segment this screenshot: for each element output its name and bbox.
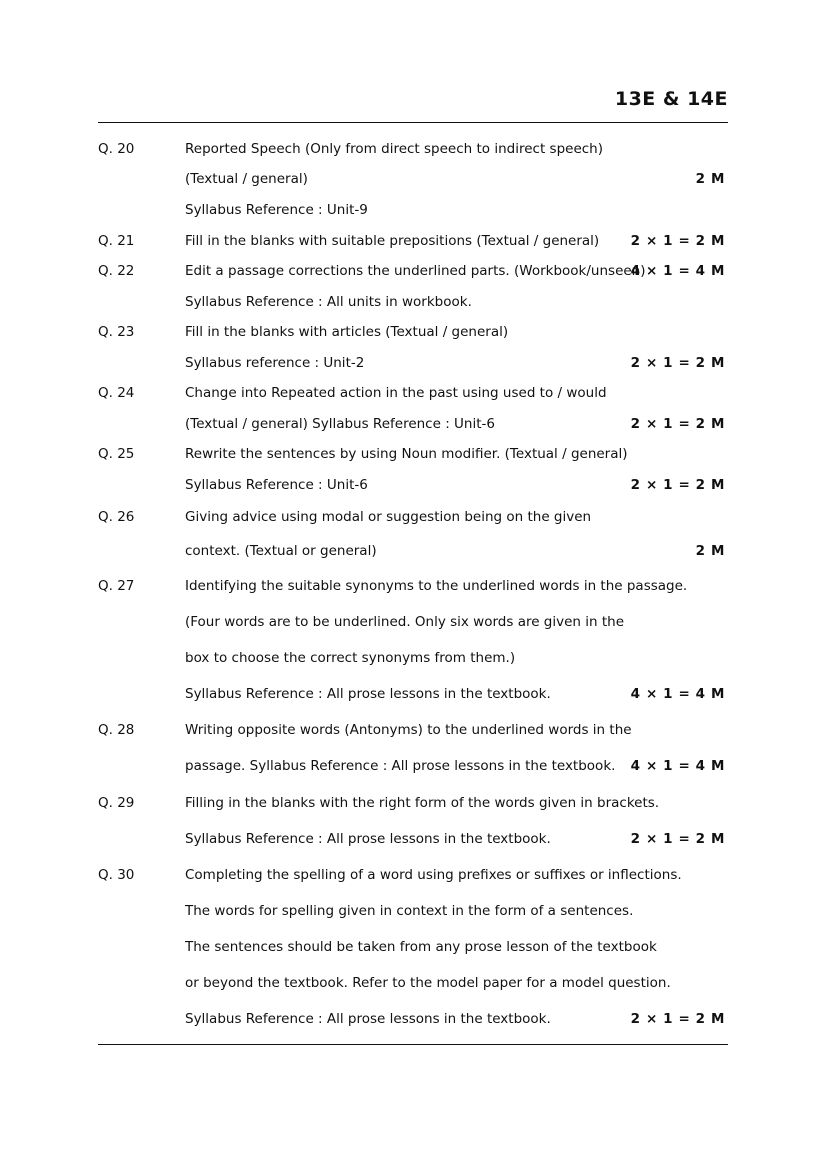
marks-label: 2 M <box>695 543 725 559</box>
question-number: Q. 23 <box>98 324 135 340</box>
question-text-line: Filling in the blanks with the right form of the words given in brackets. <box>185 795 660 811</box>
question-text-line: Edit a passage corrections the underlined parts. (Workbook/unseen) <box>185 263 646 279</box>
question-text-line: The words for spelling given in context in the form of a sentences. <box>185 903 634 919</box>
syllabus-reference: Syllabus Reference : Unit-9 <box>185 202 368 218</box>
syllabus-reference: Syllabus Reference : All units in workbook. <box>185 294 472 310</box>
question-number: Q. 22 <box>98 263 135 279</box>
syllabus-reference: Syllabus Reference : All prose lessons in the textbook. <box>185 831 551 847</box>
marks-label: 2 × 1 = 2 M <box>630 233 725 249</box>
question-text-line: box to choose the correct synonyms from them.) <box>185 650 516 666</box>
question-text-line: Change into Repeated action in the past using used to / would <box>185 385 607 401</box>
marks-label: 2 × 1 = 2 M <box>630 831 725 847</box>
question-number: Q. 24 <box>98 385 135 401</box>
header-divider <box>98 122 728 123</box>
syllabus-reference: Syllabus Reference : Unit-6 <box>185 477 368 493</box>
question-text-line: Writing opposite words (Antonyms) to the underlined words in the <box>185 722 632 738</box>
question-text-line: Giving advice using modal or suggestion being on the given <box>185 509 592 525</box>
question-text-line: (Four words are to be underlined. Only six words are given in the <box>185 614 625 630</box>
question-number: Q. 28 <box>98 722 135 738</box>
question-number: Q. 21 <box>98 233 135 249</box>
question-number: Q. 26 <box>98 509 135 525</box>
question-number: Q. 30 <box>98 867 135 883</box>
question-number: Q. 25 <box>98 446 135 462</box>
question-text-line: Fill in the blanks with suitable prepositions (Textual / general) <box>185 233 600 249</box>
question-number: Q. 27 <box>98 578 135 594</box>
footer-divider <box>98 1044 728 1045</box>
question-text-line: Identifying the suitable synonyms to the underlined words in the passage. <box>185 578 688 594</box>
marks-label: 4 × 1 = 4 M <box>630 263 725 279</box>
question-text-line: context. (Textual or general) <box>185 543 377 559</box>
syllabus-reference: Syllabus reference : Unit-2 <box>185 355 365 371</box>
question-number: Q. 20 <box>98 141 135 157</box>
marks-label: 2 × 1 = 2 M <box>630 477 725 493</box>
marks-label: 4 × 1 = 4 M <box>630 686 725 702</box>
marks-label: 4 × 1 = 4 M <box>630 758 725 774</box>
marks-label: 2 M <box>695 171 725 187</box>
question-text-line: (Textual / general) <box>185 171 308 187</box>
syllabus-reference: passage. Syllabus Reference : All prose lessons in the textbook. <box>185 758 616 774</box>
marks-label: 2 × 1 = 2 M <box>630 416 725 432</box>
marks-label: 2 × 1 = 2 M <box>630 355 725 371</box>
question-text-line: Rewrite the sentences by using Noun modifier. (Textual / general) <box>185 446 628 462</box>
marks-label: 2 × 1 = 2 M <box>630 1011 725 1027</box>
syllabus-reference: Syllabus Reference : All prose lessons in the textbook. <box>185 1011 551 1027</box>
syllabus-reference: Syllabus Reference : All prose lessons in the textbook. <box>185 686 551 702</box>
syllabus-reference: (Textual / general) Syllabus Reference : Unit-6 <box>185 416 495 432</box>
question-text-line: Fill in the blanks with articles (Textual / general) <box>185 324 509 340</box>
document-code-header: 13E & 14E <box>614 88 728 110</box>
question-text-line: or beyond the textbook. Refer to the model paper for a model question. <box>185 975 671 991</box>
question-text-line: The sentences should be taken from any prose lesson of the textbook <box>185 939 657 955</box>
question-text-line: Completing the spelling of a word using prefixes or suffixes or inflections. <box>185 867 682 883</box>
question-text-line: Reported Speech (Only from direct speech to indirect speech) <box>185 141 603 157</box>
question-number: Q. 29 <box>98 795 135 811</box>
